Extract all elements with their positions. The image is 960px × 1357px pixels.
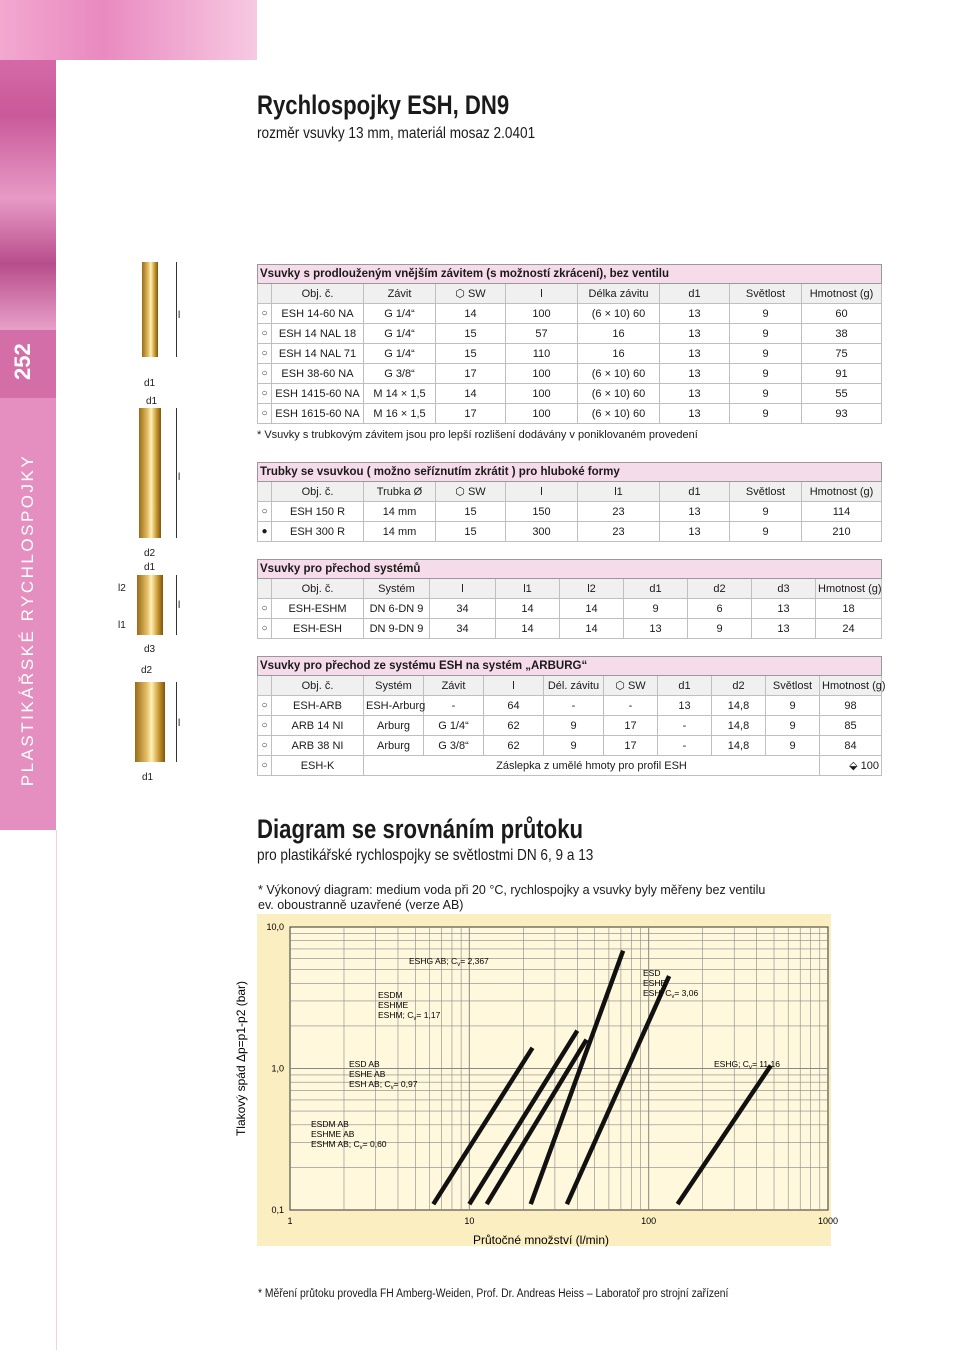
table-cell: 9 xyxy=(730,344,802,364)
x-tick-label: 1000 xyxy=(817,1216,839,1226)
table-row xyxy=(258,324,882,344)
table-cell: - xyxy=(424,696,484,716)
col-header: d2 xyxy=(688,579,752,599)
table-cell: M 14 × 1,5 xyxy=(364,384,436,404)
table-cell: 13 xyxy=(660,384,730,404)
table-cell: 114 xyxy=(802,502,882,522)
col-header: l xyxy=(430,579,496,599)
table-cell: ESH-Arburg xyxy=(364,696,424,716)
table-cell: - xyxy=(604,696,658,716)
table-cell: 34 xyxy=(430,599,496,619)
footnote: * Měření průtoku provedla FH Amberg-Weiden, Prof. Dr. Andreas Heiss – Laboratoř pro strojní zařízení xyxy=(258,1288,729,1300)
table-cell: 9 xyxy=(730,304,802,324)
table-cell: 18 xyxy=(816,599,882,619)
dimension-line xyxy=(176,682,177,762)
y-tick-label: 1,0 xyxy=(271,1063,284,1074)
dim-label: l1 xyxy=(118,620,126,631)
availability-mark: ○ xyxy=(258,619,272,639)
dim-label: d1 xyxy=(144,378,156,389)
table-cell: G 1/4“ xyxy=(424,716,484,736)
availability-mark: ○ xyxy=(258,736,272,756)
table-cell: G 3/8“ xyxy=(424,736,484,756)
table-cell: 15 xyxy=(436,324,506,344)
col-header: d2 xyxy=(712,676,766,696)
table-row xyxy=(258,304,882,324)
x-tick-label: 100 xyxy=(641,1216,657,1226)
table-row xyxy=(258,522,882,542)
availability-mark: ○ xyxy=(258,599,272,619)
table-cell: 24 xyxy=(816,619,882,639)
table-cell: 14 xyxy=(496,619,560,639)
table-row xyxy=(258,384,882,404)
table-cell: 100 xyxy=(506,304,578,324)
table-header xyxy=(258,284,882,304)
availability-mark: ○ xyxy=(258,344,272,364)
diagram-note xyxy=(258,883,765,913)
table-cell: 9 xyxy=(544,716,604,736)
table-title: Vsuvky pro přechod ze systému ESH na systém „ARBURG“ xyxy=(258,657,882,676)
table-cell: Arburg xyxy=(364,716,424,736)
hexagon-icon: ⬡ xyxy=(455,486,465,498)
table-cell: 62 xyxy=(484,716,544,736)
y-tick-label: 10,0 xyxy=(266,922,284,932)
availability-mark: ○ xyxy=(258,502,272,522)
order-code: ESH-ESHM xyxy=(272,599,364,619)
tube-nipple-image xyxy=(139,408,161,538)
dim-label: l xyxy=(178,600,181,611)
table-cell: DN 9-DN 9 xyxy=(364,619,430,639)
arburg-adapter-image xyxy=(135,682,165,762)
diagram-subtitle: pro plastikářské rychlospojky se světlostmi DN 6, 9 a 13 xyxy=(257,847,594,864)
table-cell: 13 xyxy=(660,404,730,424)
dim-label: l xyxy=(178,310,181,321)
table-cell: 15 xyxy=(436,502,506,522)
x-axis-label: Průtočné množství (l/min) xyxy=(472,1233,610,1247)
dim-label: d1 xyxy=(142,772,154,783)
table-cell: Arburg xyxy=(364,736,424,756)
table-cell: - xyxy=(658,716,712,736)
table-note: * Vsuvky s trubkovým závitem jsou pro lepší rozlišení dodávány v poniklovaném provedení xyxy=(257,429,698,441)
order-code: ESH 1615-60 NA xyxy=(272,404,364,424)
table-cell: 110 xyxy=(506,344,578,364)
col-header: Závit xyxy=(424,676,484,696)
col-header: Dél. závitu xyxy=(544,676,604,696)
table-cell: 91 xyxy=(802,364,882,384)
table-cell: 100 xyxy=(506,404,578,424)
col-header: Hmotnost (g) xyxy=(802,284,882,304)
table-cell: 9 xyxy=(766,736,820,756)
table-cell: 9 xyxy=(766,716,820,736)
package-icon: ⬙ xyxy=(849,760,858,772)
hexagon-icon: ⬡ xyxy=(455,288,465,300)
dim-label: d1 xyxy=(144,562,156,573)
table-cell: 13 xyxy=(658,696,712,716)
table-cell: (6 × 10) 60 xyxy=(578,384,660,404)
table-cell: (6 × 10) 60 xyxy=(578,304,660,324)
table-cell: (6 × 10) 60 xyxy=(578,404,660,424)
table-cell: 13 xyxy=(660,304,730,324)
table-cell: 13 xyxy=(660,324,730,344)
table-cell: 16 xyxy=(578,344,660,364)
table-cell: 9 xyxy=(730,404,802,424)
table-row xyxy=(258,716,882,736)
col-header: d1 xyxy=(660,284,730,304)
order-code: ESH 1415-60 NA xyxy=(272,384,364,404)
x-tick-label: 10 xyxy=(464,1216,475,1226)
table-row xyxy=(258,696,882,716)
col-header: ⬡ SW xyxy=(604,676,658,696)
table-row xyxy=(258,364,882,384)
order-code: ARB 38 NI xyxy=(272,736,364,756)
table-cell: G 3/8“ xyxy=(364,364,436,384)
availability-mark: ○ xyxy=(258,364,272,384)
col-header: l2 xyxy=(560,579,624,599)
col-header: Systém xyxy=(364,676,424,696)
table-cell: 62 xyxy=(484,736,544,756)
table-cell: 14 xyxy=(436,384,506,404)
page-number: 252 xyxy=(10,343,35,380)
table-cell: 100 xyxy=(506,364,578,384)
table-cell: 34 xyxy=(430,619,496,639)
col-header: Hmotnost (g) xyxy=(820,676,882,696)
col-header: Hmotnost (g) xyxy=(816,579,882,599)
table-cell: 57 xyxy=(506,324,578,344)
table-cell: 55 xyxy=(802,384,882,404)
table-cell: 64 xyxy=(484,696,544,716)
order-code: ESH 14-60 NA xyxy=(272,304,364,324)
table-cell: 9 xyxy=(544,736,604,756)
availability-mark: ○ xyxy=(258,404,272,424)
order-code: ESH-K xyxy=(272,756,364,776)
table-cell: 13 xyxy=(660,344,730,364)
table-cell: 14,8 xyxy=(712,696,766,716)
series-label: ESD AB ESHE AB ESH AB; $C_v= 0,97$ xyxy=(349,1059,418,1091)
availability-mark: ○ xyxy=(258,384,272,404)
table-cell: 16 xyxy=(578,324,660,344)
table-cell: 93 xyxy=(802,404,882,424)
table-cell: 100 xyxy=(506,384,578,404)
y-axis-label: Tlakový spád Δp=p1-p2 (bar) xyxy=(234,980,248,1137)
table-cell: 6 xyxy=(688,599,752,619)
table-cell: M 16 × 1,5 xyxy=(364,404,436,424)
table-header xyxy=(258,579,882,599)
table-cell: G 1/4“ xyxy=(364,344,436,364)
availability-mark: ○ xyxy=(258,696,272,716)
col-header: Obj. č. xyxy=(272,676,364,696)
table-cell: 9 xyxy=(730,324,802,344)
col-header: l xyxy=(506,284,578,304)
dimension-line xyxy=(176,408,177,538)
row-description: Záslepka z umělé hmoty pro profil ESH xyxy=(364,756,820,776)
dim-label: d2 xyxy=(144,548,156,559)
dim-label: d1 xyxy=(146,396,158,407)
diagram-note-line1: * Výkonový diagram: medium voda při 20 °C, rychlospojky a vsuvky byly měřeny bez ventilu xyxy=(258,883,766,897)
table-cell: DN 6-DN 9 xyxy=(364,599,430,619)
col-header: Systém xyxy=(364,579,430,599)
table-cell: 13 xyxy=(660,522,730,542)
table-cell: 14 xyxy=(560,599,624,619)
table-cell: 14,8 xyxy=(712,736,766,756)
series-label: ESDM AB ESHME AB ESHM AB; $C_v= 0,60$ xyxy=(311,1119,387,1151)
dim-label: d2 xyxy=(141,665,153,676)
table-cell: 14 xyxy=(496,599,560,619)
col-header: d1 xyxy=(658,676,712,696)
order-code: ESH-ESH xyxy=(272,619,364,639)
table-cell: 9 xyxy=(730,364,802,384)
table-cell: - xyxy=(544,696,604,716)
col-header: Trubka Ø xyxy=(364,482,436,502)
table-cell: 210 xyxy=(802,522,882,542)
availability-mark: ○ xyxy=(258,716,272,736)
col-header: Světlost xyxy=(766,676,820,696)
table-cell: 85 xyxy=(820,716,882,736)
order-code: ESH 14 NAL 71 xyxy=(272,344,364,364)
page-subtitle: rozměr vsuvky 13 mm, materiál mosaz 2.0401 xyxy=(257,125,536,142)
dim-label: l2 xyxy=(118,583,126,594)
table-cell: 9 xyxy=(624,599,688,619)
table-cell: 13 xyxy=(660,502,730,522)
dim-label: l xyxy=(178,472,181,483)
table-row xyxy=(258,404,882,424)
col-header: l1 xyxy=(578,482,660,502)
table-cell: 60 xyxy=(802,304,882,324)
table-title: Vsuvky s prodlouženým vnějším závitem (s možností zkrácení), bez ventilu xyxy=(258,265,882,284)
x-tick-label: 1 xyxy=(287,1216,293,1226)
table-cell: 13 xyxy=(752,619,816,639)
availability-mark: ○ xyxy=(258,304,272,324)
table-cell: 38 xyxy=(802,324,882,344)
order-code: ESH 150 R xyxy=(272,502,364,522)
table-cell: 75 xyxy=(802,344,882,364)
table-arburg-adapters xyxy=(257,656,886,776)
availability-mark: ○ xyxy=(258,756,272,776)
table-cell: 13 xyxy=(624,619,688,639)
table-cell: 17 xyxy=(604,716,658,736)
table-row xyxy=(258,619,882,639)
col-header: Délka závitu xyxy=(578,284,660,304)
table-cell: 17 xyxy=(436,364,506,384)
table-cell: 23 xyxy=(578,502,660,522)
table-cell: 9 xyxy=(688,619,752,639)
col-header: l1 xyxy=(496,579,560,599)
table-cell: 15 xyxy=(436,344,506,364)
col-header: d1 xyxy=(624,579,688,599)
table-system-adapters xyxy=(257,559,882,639)
flow-comparison-chart xyxy=(225,910,839,1280)
margin-line xyxy=(56,830,57,1350)
col-header: l xyxy=(506,482,578,502)
diagram-note-line2: ev. oboustranně uzavřené (verze AB) xyxy=(258,898,464,912)
table-header xyxy=(258,482,882,502)
hexagon-icon: ⬡ xyxy=(615,680,625,692)
table-cell: 17 xyxy=(604,736,658,756)
table-cell: 14 xyxy=(436,304,506,324)
table-cell: 14,8 xyxy=(712,716,766,736)
table-cell: 9 xyxy=(730,522,802,542)
y-tick-label: 0,1 xyxy=(271,1205,284,1215)
table-cell: 150 xyxy=(506,502,578,522)
col-header: d1 xyxy=(660,482,730,502)
side-label: PLASTIKÁŘSKÉ RYCHLOSPOJKY xyxy=(18,453,37,787)
table-cell: 9 xyxy=(730,384,802,404)
dimension-line xyxy=(176,575,177,635)
table-cell: (6 × 10) 60 xyxy=(578,364,660,384)
availability-mark: ● xyxy=(258,522,272,542)
order-code: ESH 38-60 NA xyxy=(272,364,364,384)
series-label: ESDM ESHME ESHM; $C_v= 1,17$ xyxy=(378,990,441,1022)
col-header: Světlost xyxy=(730,284,802,304)
table-tubes xyxy=(257,462,882,542)
table-row xyxy=(258,756,882,776)
col-header: Závit xyxy=(364,284,436,304)
table-cell: G 1/4“ xyxy=(364,304,436,324)
table-cell: 14 mm xyxy=(364,522,436,542)
dim-label: d3 xyxy=(144,644,156,655)
extended-nipple-image xyxy=(142,262,158,357)
table-cell: 98 xyxy=(820,696,882,716)
order-code: ESH-ARB xyxy=(272,696,364,716)
table-row xyxy=(258,502,882,522)
table-title: Trubky se vsuvkou ( možno seříznutím zkrátit ) pro hluboké formy xyxy=(258,463,882,482)
col-header: ⬡ SW xyxy=(436,284,506,304)
table-row xyxy=(258,599,882,619)
col-header: Obj. č. xyxy=(272,579,364,599)
table-cell: G 1/4“ xyxy=(364,324,436,344)
dimension-line xyxy=(176,262,177,357)
availability-mark: ○ xyxy=(258,324,272,344)
page-title: Rychlospojky ESH, DN9 xyxy=(257,90,510,120)
table-header xyxy=(258,676,882,696)
order-code: ESH 14 NAL 18 xyxy=(272,324,364,344)
dim-label: l xyxy=(178,718,181,729)
weight-cell: ⬙ 100 xyxy=(820,756,882,776)
table-cell: 23 xyxy=(578,522,660,542)
system-adapter-image xyxy=(137,575,163,635)
diagram-title: Diagram se srovnáním průtoku xyxy=(257,814,584,844)
col-header: d3 xyxy=(752,579,816,599)
col-header: l xyxy=(484,676,544,696)
table-title: Vsuvky pro přechod systémů xyxy=(258,560,882,579)
table-extended-nipples xyxy=(257,264,882,424)
table-cell: 13 xyxy=(660,364,730,384)
series-label: ESD ESHE ESH; $C_v= 3,06$ xyxy=(643,968,699,1000)
order-code: ARB 14 NI xyxy=(272,716,364,736)
series-label: ESHG AB; $C_v= 2,367$ xyxy=(409,956,489,968)
header-photo-band xyxy=(0,0,257,60)
col-header: ⬡ SW xyxy=(436,482,506,502)
table-cell: 15 xyxy=(436,522,506,542)
col-header: Světlost xyxy=(730,482,802,502)
table-cell: 13 xyxy=(752,599,816,619)
table-cell: 9 xyxy=(766,696,820,716)
table-cell: 14 xyxy=(560,619,624,639)
table-cell: 300 xyxy=(506,522,578,542)
series-label: ESHG; $C_v= 11,16$ xyxy=(714,1059,780,1071)
col-header: Obj. č. xyxy=(272,482,364,502)
table-cell: 9 xyxy=(730,502,802,522)
table-cell: - xyxy=(658,736,712,756)
table-row xyxy=(258,736,882,756)
table-cell: 84 xyxy=(820,736,882,756)
col-header: Hmotnost (g) xyxy=(802,482,882,502)
table-row xyxy=(258,344,882,364)
table-cell: 17 xyxy=(436,404,506,424)
order-code: ESH 300 R xyxy=(272,522,364,542)
col-header: Obj. č. xyxy=(272,284,364,304)
table-cell: 14 mm xyxy=(364,502,436,522)
